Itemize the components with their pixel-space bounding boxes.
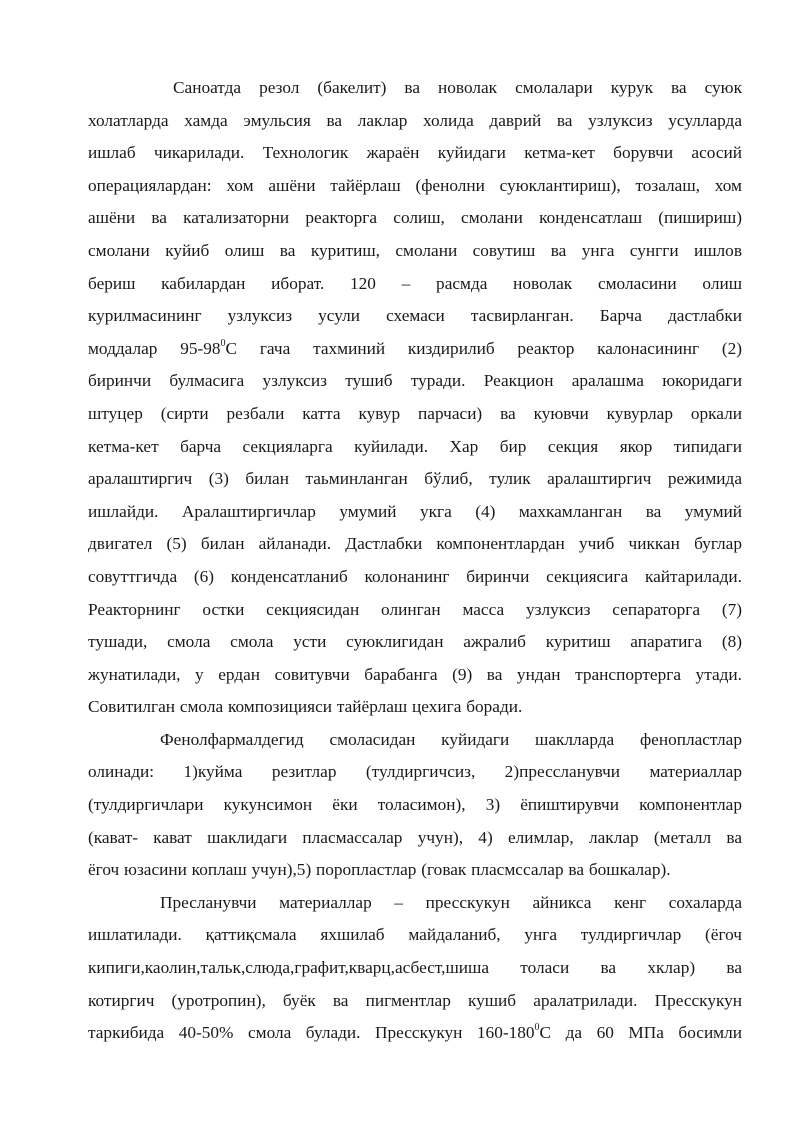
text-line: кипиги,каолин,тальк,слюда,графит,кварц,асбест,шиша толаси ва хклар) ва xyxy=(88,958,742,978)
text-line: смолани куйиб олиш ва куритиш, смолани совутиш ва унга сунгги ишлов xyxy=(88,240,742,260)
text-line: Саноатда резол (бакелит) ва новолак смолалари курук ва суюк xyxy=(173,78,742,97)
text-line: холатларда хамда эмульсия ва лаклар холида даврий ва узлуксиз усулларда xyxy=(88,110,742,130)
text-line: ишлатилади. қаттиқсмала яхшилаб майдаланиб, унга тулдиргичлар (ёгоч xyxy=(88,925,742,945)
text-line: штуцер (сирти резбали катта кувур парчаси) ва куювчи кувурлар оркали xyxy=(88,403,742,423)
text-segment: С гача тахминий киздирилиб реактор калонасининг (2) xyxy=(225,338,742,358)
text-line: (кават- кават шаклидаги пласмассалар учун), 4) елимлар, лаклар (металл ва xyxy=(88,827,742,847)
text-line: Реакторнинг остки секциясидан олинган масса узлуксиз сепараторга (7) xyxy=(88,599,742,619)
text-line: двигател (5) билан айланади. Дастлабки компонентлардан учиб чиккан буглар xyxy=(88,534,742,554)
text-line: ёгоч юзасини коплаш учун),5) поропластлар (говак пласмссалар ва бошкалар). xyxy=(88,860,671,880)
paragraph-press-materials xyxy=(88,887,742,1050)
paragraph-resin-production xyxy=(88,72,742,724)
text-line: кетма-кет барча секцияларга куйилади. Хар бир секция якор типидаги xyxy=(88,436,742,456)
document-page xyxy=(88,72,742,1050)
text-line: совуттгичда (6) конденсатланиб колонанинг биринчи секциясига кайтарилади. xyxy=(88,566,742,586)
text-line: тушади, смола смола усти суюклигидан ажралиб куритиш апаратига (8) xyxy=(88,632,742,652)
text-line: котиргич (уротропин), буёк ва пигментлар кушиб аралатрилади. Пресскукун xyxy=(88,990,742,1010)
text-line: жунатилади, у ердан совитувчи барабанга (9) ва ундан транспортерга утади. xyxy=(88,664,742,684)
text-line: курилмасининг узлуксиз усули схемаси тасвирланган. Барча дастлабки xyxy=(88,306,742,326)
degree-superscript: 0 xyxy=(220,337,226,349)
text-line: бериш кабилардан иборат. 120 – расмда новолак смоласини олиш xyxy=(88,273,742,293)
text-segment: С да 60 МПа босимли xyxy=(539,1023,742,1043)
text-line: Совитилган смола композицияси тайёрлаш цехига боради. xyxy=(88,697,523,717)
text-line xyxy=(88,333,742,366)
text-line: операциялардан: хом ашёни тайёрлаш (фенолни суюклантириш), тозалаш, хом xyxy=(88,175,742,195)
text-segment: таркибида 40-50% смола булади. Пресскукун 160-180 xyxy=(88,1023,535,1043)
text-line: биринчи булмасига узлуксиз тушиб туради. Реакцион аралашма юкоридаги xyxy=(88,371,742,391)
degree-superscript: 0 xyxy=(534,1022,540,1034)
text-line: (тулдиргичлари кукунсимон ёки толасимон), 3) ёпиштирувчи компонентлар xyxy=(88,795,742,815)
text-line: ишлаб чикарилади. Технологик жараён куйидаги кетма-кет борувчи асосий xyxy=(88,143,742,163)
text-line: олинади: 1)куйма резитлар (тулдиргичсиз, 2)прессланувчи материаллар xyxy=(88,762,742,782)
text-line: Пресланувчи материаллар – пресскукун айникса кенг сохаларда xyxy=(160,892,742,912)
text-line: аралаштиргич (3) билан таьминланган бўлиб, тулик аралаштиргич режимида xyxy=(88,469,742,489)
paragraph-phenoplast-forms xyxy=(88,724,742,887)
text-line: ашёни ва катализаторни реакторга солиш, смолани конденсатлаш (пишириш) xyxy=(88,208,742,228)
text-segment: моддалар 95-98 xyxy=(88,338,221,358)
text-line: ишлайди. Аралаштиргичлар умумий укга (4) махкамланган ва умумий xyxy=(88,501,742,521)
text-line xyxy=(88,1017,742,1050)
text-line: Фенолфармалдегид смоласидан куйидаги шаклларда фенопластлар xyxy=(160,729,742,749)
